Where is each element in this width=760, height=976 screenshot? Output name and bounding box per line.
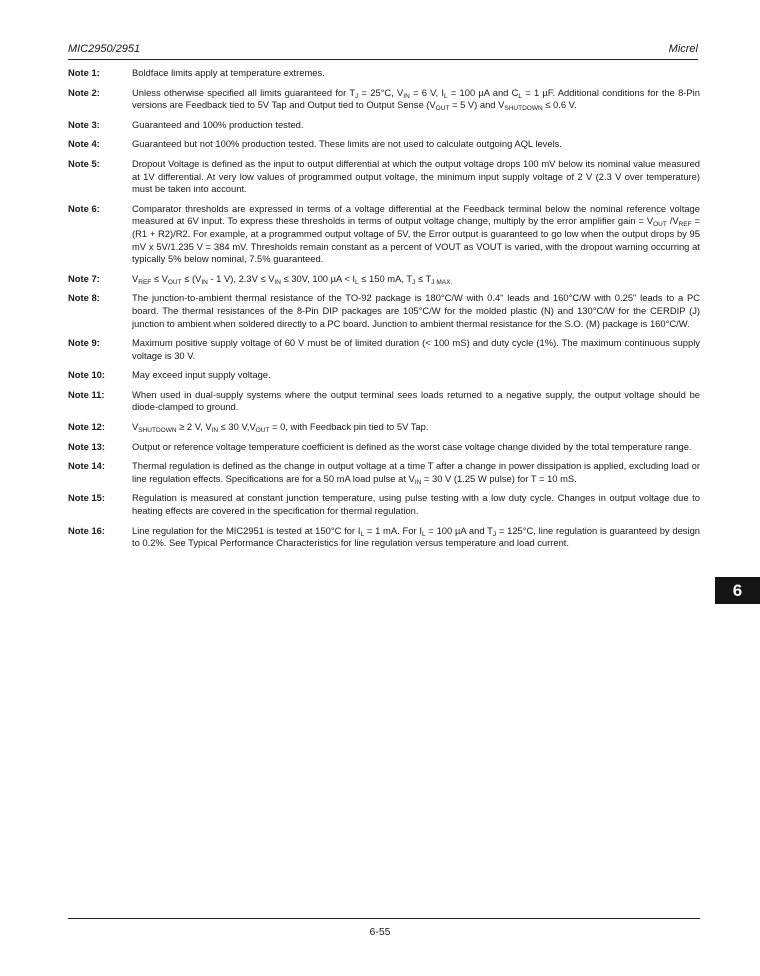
note-6 — [68, 203, 700, 266]
part-number: MIC2950/2951 — [68, 43, 141, 55]
note-label: Note 4: — [68, 138, 100, 150]
note-label: Note 13: — [68, 440, 105, 452]
note-text: Line regulation for the MIC2951 is tested at 150°C for $I_L = 1$ mA. For $I_L = 100$ µA and $T_J = 125^\circ C$, line regulation is guaranteed by design to 0.2%. See Typical Performance Characteristics for line regulation versus temperature and load current. — [132, 524, 701, 549]
note-10 — [68, 369, 700, 382]
note-text: When used in dual-supply systems where the output terminal sees loads returned to a negative supply, the output voltage should be diode-clamped to ground. — [132, 388, 700, 413]
note-label: Note 16: — [68, 524, 105, 536]
note-7 — [68, 273, 700, 286]
note-label: Note 10: — [68, 369, 105, 381]
note-5 — [68, 158, 700, 196]
section-tab: 6 — [715, 577, 760, 604]
note-label: Note 8: — [68, 292, 100, 304]
note-label: Note 5: — [68, 157, 100, 169]
note-label: Note 6: — [68, 202, 100, 214]
note-1 — [68, 67, 700, 80]
footer-rule — [68, 918, 700, 919]
note-text: Dropout Voltage is defined as the input to output differential at which the output voltage drops 100 mV below its nominal value measured at 1V differential. At very low values of programmed output voltage, the minimum input supply voltage of 2 V (2.3 V over temperature) must be taken into account. — [132, 157, 700, 195]
note-text: Guaranteed and 100% production tested. — [132, 118, 304, 130]
note-label: Note 15: — [68, 492, 105, 504]
note-label: Note 14: — [68, 460, 105, 472]
note-15 — [68, 492, 700, 517]
company-name: Micrel — [668, 43, 698, 55]
note-text: Guaranteed but not 100% production tested. These limits are not used to calculate outgoing AQL levels. — [132, 138, 562, 150]
note-8 — [68, 292, 700, 330]
note-label: Note 12: — [68, 421, 105, 433]
page-header — [68, 43, 698, 60]
note-4 — [68, 138, 700, 151]
note-label: Note 3: — [68, 118, 100, 130]
note-text: Regulation is measured at constant junction temperature, using pulse testing with a low duty cycle. Changes in output voltage due to heating effects are covered in the specification for thermal regulation. — [132, 492, 700, 517]
note-13 — [68, 441, 700, 454]
note-label: Note 7: — [68, 272, 100, 284]
note-text: $V_{REF} \le V_{OUT} \le (V_{IN} - 1$ V), $2.3V \le V_{IN} \le 30V$, 100 $\mu A < I_L \le 150$ mA, $T_J \le T_{J MAX.}$ — [132, 272, 453, 286]
note-3 — [68, 119, 700, 132]
note-text: Output or reference voltage temperature coefficient is defined as the worst case voltage change divided by the total temperature range. — [132, 440, 692, 452]
note-text: May exceed input supply voltage. — [132, 369, 271, 381]
notes-list — [68, 67, 700, 557]
note-text: Maximum positive supply voltage of 60 V must be of limited duration (< 100 mS) and duty cycle (1%). The maximum continuous supply voltage is 30 V. — [132, 337, 700, 361]
note-9 — [68, 337, 700, 362]
note-text: Boldface limits apply at temperature extremes. — [132, 67, 325, 78]
note-14 — [68, 460, 700, 485]
note-label: Note 2: — [68, 86, 100, 98]
note-text: The junction-to-ambient thermal resistance of the TO-92 package is 180°C/W with 0.4" leads and 160°C/W with 0.25" leads to a PC board. The thermal resistances of the 8-Pin DIP packages are 105°C/W for the molded plastic (N) and 130°C/W for the CERDIP (J) junction to ambient when soldered directly to a PC board. Junction to ambient thermal resistance for the S.O. (M) package is 160°C/W. — [132, 292, 700, 329]
note-12 — [68, 421, 700, 434]
note-text: Thermal regulation is defined as the change in output voltage at a time T after a change in power dissipation is applied, excluding load or line regulation effects. Specifications are for a 50 mA load pulse at $V_{IN} = 30$ V (1.25 W pulse) for T = 10 mS. — [132, 460, 700, 486]
note-text: $V_{SHUTDOWN} \ge 2$ V, $V_{IN} \le 30$ $V,V_{OUT} = 0$, with Feedback pin tied to 5V Tap. — [132, 421, 429, 435]
note-label: Note 9: — [68, 337, 100, 349]
page-number: 6-55 — [369, 926, 391, 938]
note-text: Unless otherwise specified all limits guaranteed for $T_J = 25^\circ C$, $V_{IN} = 6$ V, $I_L = 100$ µA and $C_L = 1$ µF. Additional conditions for the 8-Pin versions are Feedback tied to 5V Tap and Output tied to Output Sense ($V_{OUT} = 5$ V) and $V_{SHUTDOWN} \le 0.6$ V. — [132, 86, 700, 113]
note-11 — [68, 389, 700, 414]
note-label: Note 1: — [68, 67, 100, 78]
note-text: Comparator thresholds are expressed in terms of a voltage differential at the Feedback terminal below the nominal reference voltage measured at 6V input. To express these thresholds in terms of output voltage change, multiply by the error amplifier gain = $V_{OUT}$ $/V_{REF} = (R1 + R2)/R2$. For example, at a programmed output voltage of 5V, the Error output is guaranteed to go low when the output drops by 95 mV x 5V/1.235 V = 384 mV. Thresholds remain constant as a percent of VOUT as VOUT is varied, with the dropout warning occurring at typically 5% below nominal, 7.5% guaranteed. — [132, 202, 700, 265]
note-2 — [68, 87, 700, 112]
note-label: Note 11: — [68, 388, 105, 400]
note-16 — [68, 525, 700, 550]
